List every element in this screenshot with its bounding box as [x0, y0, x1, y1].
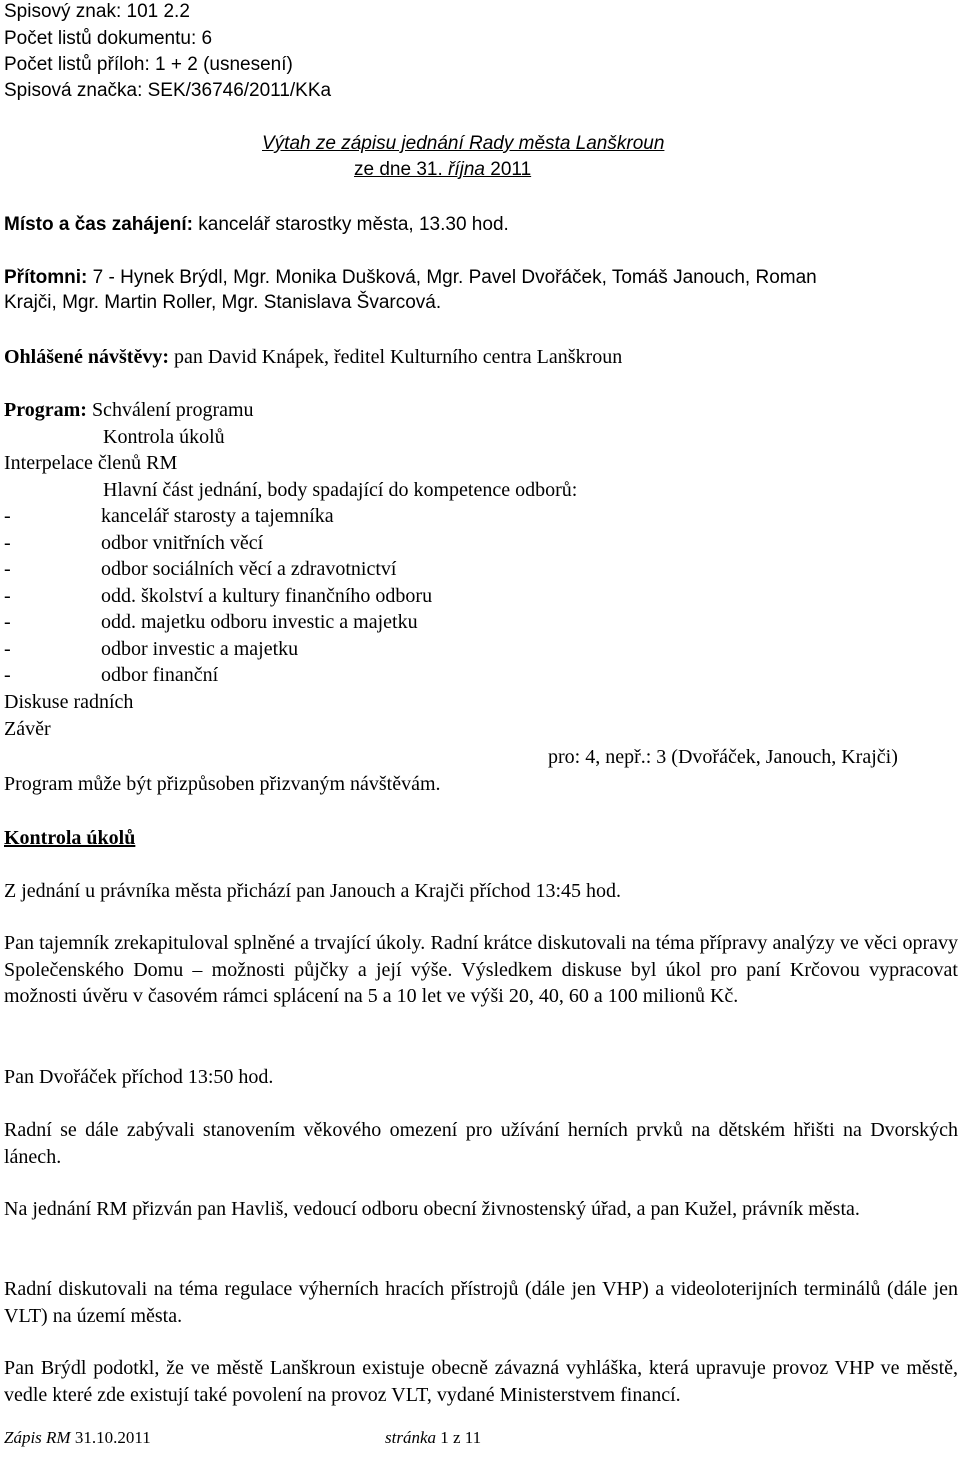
navstevy-value: pan David Knápek, ředitel Kulturního centra Lanškroun	[169, 346, 623, 368]
paragraph: Pan Dvořáček příchod 13:50 hod.	[4, 1066, 274, 1088]
paragraph: Z jednání u právníka města přichází pan Janouch a Krajči příchod 13:45 hod.	[4, 880, 622, 902]
program-item-label: odbor vnitřních věcí	[101, 532, 264, 554]
list-dash: -	[4, 638, 11, 660]
footer-zapis-label: Zápis RM	[4, 1428, 71, 1447]
program-item-label: odd. majetku odboru investic a majetku	[101, 611, 418, 633]
pocet-listu-priloh: Počet listů příloh: 1 + 2 (usnesení)	[4, 54, 293, 75]
footer-stranka-value: 1 z 11	[436, 1428, 482, 1447]
pritomni-label: Přítomni:	[4, 267, 88, 288]
program-diskuse: Diskuse radních	[4, 691, 134, 713]
misto-value: kancelář starostky města, 13.30 hod.	[193, 214, 509, 235]
program-line	[4, 398, 254, 422]
list-dash: -	[4, 611, 11, 633]
list-dash: -	[4, 532, 11, 554]
pritomni-line	[4, 265, 817, 290]
date-prefix: ze dne 31.	[354, 159, 449, 180]
spisovy-znak: Spisový znak: 101 2.2	[4, 1, 190, 22]
date-year: 2011	[485, 159, 532, 180]
footer-zapis	[4, 1428, 151, 1448]
paragraph: Pan Brýdl podotkl, že ve městě Lanškroun existuje obecně závazná vyhláška, která upravuje provoz VHP ve městě, vedle které zde existují také povolení na provoz VLT, vydané Ministerstvem financí.	[4, 1357, 958, 1406]
program-item-label: odd. školství a kultury finančního odboru	[101, 585, 433, 607]
program-label: Program:	[4, 399, 87, 421]
list-dash: -	[4, 505, 11, 527]
paragraph: Pan tajemník zrekapituloval splněné a trvající úkoly. Radní krátce diskutovali na téma přípravy analýzy ve věci opravy Společenského Domu – možnosti půjčky a její výše. Výsledkem diskuse byl úkol pro paní Krčovou vypracovat možnosti úvěru v časovém rámci splácení na 5 a 10 let ve výši 20, 40, 60 a 100 milionů Kč.	[4, 932, 958, 1007]
program-item-label: kancelář starosty a tajemníka	[101, 505, 334, 527]
program-first: Schválení programu	[86, 399, 254, 421]
pritomni-line1: 7 - Hynek Brýdl, Mgr. Monika Dušková, Mgr. Pavel Dvořáček, Tomáš Janouch, Roman	[87, 267, 817, 288]
document-title: Výtah ze zápisu jednání Rady města Lanškroun	[262, 133, 665, 154]
list-dash: -	[4, 558, 11, 580]
program-zaver: Závěr	[4, 718, 51, 740]
program-hlavni: Hlavní část jednání, body spadající do kompetence odborů:	[103, 479, 578, 501]
program-item-label: odbor finanční	[101, 664, 219, 686]
navstevy-label: Ohlášené návštěvy:	[4, 346, 169, 368]
paragraph: Radní se dále zabývali stanovením věkového omezení pro užívání herních prvků na dětském hřišti na Dvorských lánech.	[4, 1119, 958, 1168]
footer-zapis-date: 31.10.2011	[70, 1428, 151, 1447]
date-month: října	[448, 159, 485, 180]
program-interpelace: Interpelace členů RM	[4, 452, 178, 474]
program-item-label: odbor sociálních věcí a zdravotnictví	[101, 558, 397, 580]
vote-result: pro: 4, nepř.: 3 (Dvořáček, Janouch, Krajči)	[548, 746, 898, 768]
section-heading: Kontrola úkolů	[4, 827, 136, 849]
list-dash: -	[4, 585, 11, 607]
misto-label: Místo a čas zahájení:	[4, 214, 194, 235]
program-kontrola: Kontrola úkolů	[103, 426, 225, 448]
document-date	[354, 158, 531, 182]
pocet-listu-dokumentu: Počet listů dokumentu: 6	[4, 28, 213, 49]
paragraph: Radní diskutovali na téma regulace výherních hracích přístrojů (dále jen VHP) a videoloterijních terminálů (dále jen VLT) na území města.	[4, 1278, 958, 1327]
spisova-znacka: Spisová značka: SEK/36746/2011/KKa	[4, 80, 332, 101]
navstevy-line	[4, 345, 622, 369]
list-dash: -	[4, 664, 11, 686]
footer-page-number	[385, 1428, 481, 1448]
program-item-label: odbor investic a majetku	[101, 638, 299, 660]
paragraph: Na jednání RM přizván pan Havliš, vedoucí odboru obecní živnostenský úřad, a pan Kužel, právník města.	[4, 1198, 860, 1220]
footer-stranka-label: stránka	[385, 1428, 436, 1447]
pritomni-line2: Krajči, Mgr. Martin Roller, Mgr. Stanislava Švarcová.	[4, 292, 442, 313]
program-note: Program může být přizpůsoben přizvaným návštěvám.	[4, 773, 441, 795]
misto-line	[4, 212, 509, 237]
